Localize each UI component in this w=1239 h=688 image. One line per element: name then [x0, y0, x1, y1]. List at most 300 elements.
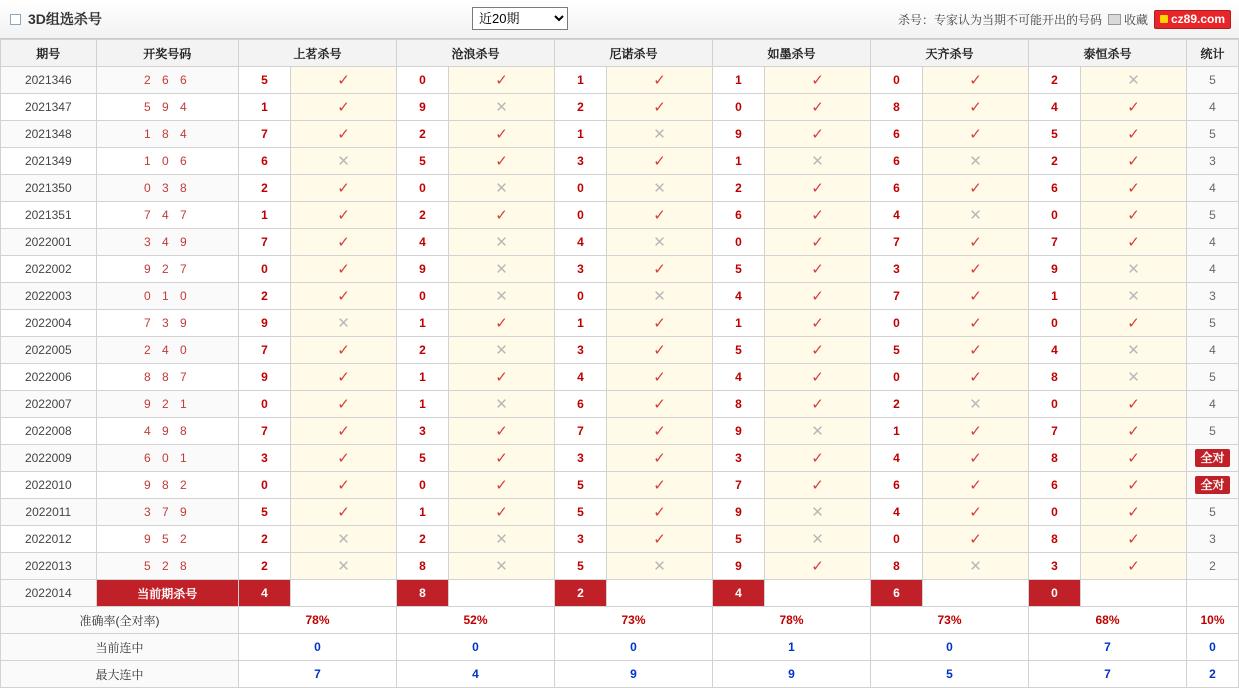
- cell-kill-number: 3: [713, 445, 765, 472]
- cell-kill-number: 8: [871, 94, 923, 121]
- table-row: [1, 310, 1239, 337]
- check-icon: ✓: [969, 71, 982, 89]
- header-row: [1, 40, 1239, 67]
- cell-result-mark: [290, 391, 396, 418]
- cross-icon: ✕: [811, 530, 824, 548]
- cross-icon: ✕: [969, 395, 982, 413]
- cell-result-mark: [448, 283, 554, 310]
- check-icon: ✓: [337, 449, 350, 467]
- cell-stat: 5: [1187, 202, 1239, 229]
- summary-stat: 2: [1187, 661, 1239, 688]
- cell-kill-number: 6: [871, 121, 923, 148]
- cell-result-mark: [290, 229, 396, 256]
- check-icon: ✓: [1127, 530, 1140, 548]
- check-icon: ✓: [1127, 476, 1140, 494]
- cell-result-mark: [290, 337, 396, 364]
- cell-kill-number: 5: [555, 472, 607, 499]
- cell-kill-number: 7: [239, 418, 291, 445]
- cell-result-mark: [1080, 121, 1186, 148]
- cell-kill-number: 2: [397, 526, 449, 553]
- cell-result-mark: [764, 418, 870, 445]
- cell-result-mark: [1080, 526, 1186, 553]
- cell-stat: 3: [1187, 148, 1239, 175]
- title-group: [0, 9, 340, 29]
- check-icon: ✓: [969, 179, 982, 197]
- check-icon: ✓: [653, 341, 666, 359]
- cell-result-mark: [1080, 310, 1186, 337]
- summary-label: 当前连中: [1, 634, 239, 661]
- summary-stat: 0: [1187, 634, 1239, 661]
- cell-kill-number: 9: [713, 121, 765, 148]
- cell-result-mark: [1080, 283, 1186, 310]
- cell-result-mark: [606, 229, 712, 256]
- cell-kill-number: 5: [239, 67, 291, 94]
- cell-kill-number: 2: [239, 175, 291, 202]
- cell-kill-number: 4: [555, 364, 607, 391]
- cell-current-blank: [290, 580, 396, 607]
- cell-kill-number: 9: [713, 499, 765, 526]
- cell-kill-number: 5: [1029, 121, 1081, 148]
- summary-value: 78%: [239, 607, 397, 634]
- cell-result-mark: [448, 526, 554, 553]
- cell-result-mark: [448, 202, 554, 229]
- cell-kill-number: 2: [397, 121, 449, 148]
- cell-result-mark: [1080, 229, 1186, 256]
- summary-value: 0: [555, 634, 713, 661]
- check-icon: ✓: [969, 341, 982, 359]
- col-expert-4: 如墨杀号: [713, 40, 871, 67]
- cell-kill-number: 1: [397, 391, 449, 418]
- cell-kill-number: 0: [1029, 499, 1081, 526]
- cell-kill-number: 2: [239, 553, 291, 580]
- check-icon: ✓: [495, 125, 508, 143]
- check-icon: ✓: [969, 449, 982, 467]
- cell-result-mark: [448, 418, 554, 445]
- cross-icon: ✕: [1127, 260, 1140, 278]
- cell-result-mark: [764, 337, 870, 364]
- cell-result-mark: [922, 418, 1028, 445]
- cell-kill-number: 5: [397, 445, 449, 472]
- cell-stat: 5: [1187, 499, 1239, 526]
- cell-kill-number: 4: [871, 202, 923, 229]
- summary-value: 68%: [1029, 607, 1187, 634]
- check-icon: ✓: [495, 503, 508, 521]
- check-icon: ✓: [1127, 152, 1140, 170]
- cross-icon: ✕: [653, 557, 666, 575]
- status-badge: 全对: [1195, 476, 1229, 494]
- cell-result-mark: [764, 229, 870, 256]
- cell-kill-number: 3: [555, 148, 607, 175]
- cell-issue: 2022012: [1, 526, 97, 553]
- summary-value: 0: [871, 634, 1029, 661]
- table-row: [1, 283, 1239, 310]
- cell-result-mark: [448, 148, 554, 175]
- favorite-label: 收藏: [1123, 13, 1148, 27]
- cell-result-mark: [606, 310, 712, 337]
- check-icon: ✓: [653, 260, 666, 278]
- cell-stat: 3: [1187, 526, 1239, 553]
- cell-result-mark: [764, 94, 870, 121]
- cell-kill-number: 6: [239, 148, 291, 175]
- table-row: [1, 67, 1239, 94]
- top-bar: [0, 0, 1239, 39]
- cross-icon: ✕: [495, 287, 508, 305]
- cell-stat: 4: [1187, 94, 1239, 121]
- col-expert-1: 上茗杀号: [239, 40, 397, 67]
- cell-kill-number: 0: [555, 202, 607, 229]
- cell-stat: 4: [1187, 175, 1239, 202]
- cell-kill-number: 6: [1029, 175, 1081, 202]
- check-icon: ✓: [969, 98, 982, 116]
- cell-current-blank: [922, 580, 1028, 607]
- cell-issue: 2022005: [1, 337, 97, 364]
- cell-result-mark: [290, 526, 396, 553]
- cell-current-kill-number: 0: [1029, 580, 1081, 607]
- cell-result-mark: [1080, 256, 1186, 283]
- cell-kill-number: 7: [1029, 229, 1081, 256]
- cell-result-mark: [290, 283, 396, 310]
- check-icon: ✓: [337, 179, 350, 197]
- cell-result-mark: [1080, 337, 1186, 364]
- cell-kill-number: 8: [1029, 364, 1081, 391]
- cell-kill-number: 7: [239, 121, 291, 148]
- check-icon: ✓: [653, 152, 666, 170]
- cell-result-mark: [290, 499, 396, 526]
- cell-current-blank: [764, 580, 870, 607]
- cell-issue: 2021346: [1, 67, 97, 94]
- page-title: 3D组选杀号: [28, 11, 102, 27]
- cell-kill-number: 1: [555, 121, 607, 148]
- cell-kill-number: 1: [713, 148, 765, 175]
- table-row: [1, 121, 1239, 148]
- check-icon: ✓: [969, 422, 982, 440]
- cell-result-mark: [1080, 202, 1186, 229]
- cell-kill-number: 3: [555, 526, 607, 553]
- cell-open-number: 9 2 7: [96, 256, 238, 283]
- check-icon: ✓: [1127, 314, 1140, 332]
- cell-kill-number: 5: [713, 526, 765, 553]
- cell-result-mark: [1080, 553, 1186, 580]
- cell-kill-number: 1: [239, 94, 291, 121]
- check-icon: ✓: [811, 179, 824, 197]
- cell-kill-number: 3: [239, 445, 291, 472]
- cell-kill-number: 0: [871, 310, 923, 337]
- check-icon: ✓: [811, 314, 824, 332]
- check-icon: ✓: [811, 557, 824, 575]
- col-expert-2: 沧浪杀号: [397, 40, 555, 67]
- check-icon: ✓: [1127, 233, 1140, 251]
- cell-kill-number: 2: [871, 391, 923, 418]
- cell-kill-number: 7: [239, 337, 291, 364]
- cell-kill-number: 2: [555, 94, 607, 121]
- summary-value: 9: [555, 661, 713, 688]
- check-icon: ✓: [495, 206, 508, 224]
- cell-kill-number: 0: [397, 472, 449, 499]
- cell-stat: 5: [1187, 67, 1239, 94]
- check-icon: ✓: [1127, 449, 1140, 467]
- cell-issue: 2021351: [1, 202, 97, 229]
- cell-result-mark: [1080, 364, 1186, 391]
- cross-icon: ✕: [969, 557, 982, 575]
- cell-kill-number: 4: [871, 445, 923, 472]
- cell-kill-number: 6: [871, 472, 923, 499]
- cell-kill-number: 3: [555, 337, 607, 364]
- col-open: 开奖号码: [96, 40, 238, 67]
- table-row: [1, 526, 1239, 553]
- check-icon: ✓: [337, 368, 350, 386]
- summary-stat: 10%: [1187, 607, 1239, 634]
- cross-icon: ✕: [337, 530, 350, 548]
- cell-result-mark: [922, 229, 1028, 256]
- table-row: [1, 229, 1239, 256]
- cell-result-mark: [764, 553, 870, 580]
- cell-result-mark: [922, 337, 1028, 364]
- check-icon: ✓: [811, 206, 824, 224]
- summary-value: 9: [713, 661, 871, 688]
- cell-kill-number: 0: [713, 229, 765, 256]
- cell-issue: 2022004: [1, 310, 97, 337]
- cross-icon: ✕: [337, 314, 350, 332]
- cell-result-mark: [1080, 67, 1186, 94]
- cell-issue: 2021349: [1, 148, 97, 175]
- table-row: [1, 472, 1239, 499]
- cell-stat: 4: [1187, 256, 1239, 283]
- cell-issue: 2022006: [1, 364, 97, 391]
- cell-kill-number: 8: [713, 391, 765, 418]
- summary-label: 最大连中: [1, 661, 239, 688]
- cell-issue: 2022008: [1, 418, 97, 445]
- summary-value: 0: [239, 634, 397, 661]
- cell-kill-number: 7: [713, 472, 765, 499]
- cell-stat: 4: [1187, 391, 1239, 418]
- cell-current-kill-number: 4: [239, 580, 291, 607]
- cell-result-mark: [922, 67, 1028, 94]
- check-icon: ✓: [969, 260, 982, 278]
- cell-kill-number: 0: [555, 175, 607, 202]
- bullet-square-icon: [10, 14, 21, 25]
- col-expert-3: 尼诺杀号: [555, 40, 713, 67]
- cell-result-mark: [606, 472, 712, 499]
- cell-open-number: 3 7 9: [96, 499, 238, 526]
- cell-kill-number: 5: [555, 499, 607, 526]
- cell-result-mark: [764, 364, 870, 391]
- check-icon: ✓: [337, 71, 350, 89]
- cross-icon: ✕: [969, 152, 982, 170]
- cell-stat: 5: [1187, 121, 1239, 148]
- cell-result-mark: [606, 94, 712, 121]
- cross-icon: ✕: [653, 287, 666, 305]
- check-icon: ✓: [495, 152, 508, 170]
- kill-number-table: [0, 39, 1239, 688]
- table-row: [1, 499, 1239, 526]
- summary-value: 4: [397, 661, 555, 688]
- check-icon: ✓: [653, 98, 666, 116]
- cell-issue: 2021350: [1, 175, 97, 202]
- check-icon: ✓: [337, 395, 350, 413]
- logo-dot-icon: [1160, 15, 1168, 23]
- summary-value: 5: [871, 661, 1029, 688]
- check-icon: ✓: [337, 233, 350, 251]
- cell-kill-number: 6: [713, 202, 765, 229]
- summary-value: 52%: [397, 607, 555, 634]
- cell-kill-number: 6: [871, 175, 923, 202]
- period-select[interactable]: [472, 7, 568, 30]
- cell-kill-number: 0: [239, 472, 291, 499]
- cell-result-mark: [922, 526, 1028, 553]
- cell-kill-number: 1: [713, 67, 765, 94]
- cell-result-mark: [606, 175, 712, 202]
- check-icon: ✓: [811, 233, 824, 251]
- check-icon: ✓: [495, 449, 508, 467]
- cell-current-kill-number: 6: [871, 580, 923, 607]
- check-icon: ✓: [337, 125, 350, 143]
- check-icon: ✓: [337, 206, 350, 224]
- check-icon: ✓: [653, 422, 666, 440]
- site-logo[interactable]: [1154, 10, 1231, 29]
- cell-kill-number: 8: [1029, 445, 1081, 472]
- check-icon: ✓: [653, 71, 666, 89]
- cell-result-mark: [290, 310, 396, 337]
- check-icon: ✓: [337, 98, 350, 116]
- check-icon: ✓: [811, 449, 824, 467]
- check-icon: ✓: [337, 503, 350, 521]
- favorite-button[interactable]: [1108, 11, 1148, 28]
- cell-kill-number: 5: [713, 256, 765, 283]
- table-row: [1, 391, 1239, 418]
- cell-open-number: 7 4 7: [96, 202, 238, 229]
- cell-open-number: 1 8 4: [96, 121, 238, 148]
- cell-result-mark: [764, 310, 870, 337]
- col-expert-5: 天齐杀号: [871, 40, 1029, 67]
- cross-icon: ✕: [495, 233, 508, 251]
- cell-kill-number: 6: [871, 148, 923, 175]
- summary-value: 0: [397, 634, 555, 661]
- check-icon: ✓: [337, 341, 350, 359]
- cell-current-stat: [1187, 580, 1239, 607]
- table-row: [1, 364, 1239, 391]
- cross-icon: ✕: [1127, 287, 1140, 305]
- cross-icon: ✕: [337, 557, 350, 575]
- check-icon: ✓: [1127, 179, 1140, 197]
- cell-result-mark: [290, 121, 396, 148]
- cross-icon: ✕: [1127, 368, 1140, 386]
- cell-result-mark: [764, 67, 870, 94]
- check-icon: ✓: [811, 71, 824, 89]
- current-period-row: [1, 580, 1239, 607]
- cross-icon: ✕: [495, 179, 508, 197]
- cell-kill-number: 4: [1029, 94, 1081, 121]
- cell-kill-number: 7: [871, 283, 923, 310]
- cell-result-mark: [448, 553, 554, 580]
- cell-kill-number: 7: [555, 418, 607, 445]
- cell-kill-number: 8: [397, 553, 449, 580]
- check-icon: ✓: [811, 260, 824, 278]
- check-icon: ✓: [653, 206, 666, 224]
- check-icon: ✓: [653, 503, 666, 521]
- cross-icon: ✕: [653, 179, 666, 197]
- cross-icon: ✕: [495, 557, 508, 575]
- cell-result-mark: [1080, 418, 1186, 445]
- summary-value: 78%: [713, 607, 871, 634]
- summary-row: [1, 634, 1239, 661]
- check-icon: ✓: [495, 368, 508, 386]
- cell-result-mark: [290, 418, 396, 445]
- cell-result-mark: [922, 364, 1028, 391]
- cell-kill-number: 0: [397, 283, 449, 310]
- cell-result-mark: [764, 283, 870, 310]
- cell-kill-number: 0: [713, 94, 765, 121]
- cell-issue: 2022011: [1, 499, 97, 526]
- cell-kill-number: 1: [397, 364, 449, 391]
- cell-stat: 3: [1187, 283, 1239, 310]
- cross-icon: ✕: [495, 98, 508, 116]
- cell-current-kill-number: 2: [555, 580, 607, 607]
- check-icon: ✓: [811, 395, 824, 413]
- cell-kill-number: 9: [397, 94, 449, 121]
- cell-kill-number: 7: [871, 229, 923, 256]
- cell-issue: 2022013: [1, 553, 97, 580]
- cell-result-mark: [448, 256, 554, 283]
- table-row: [1, 202, 1239, 229]
- check-icon: ✓: [495, 422, 508, 440]
- cell-open-number: 0 3 8: [96, 175, 238, 202]
- check-icon: ✓: [811, 341, 824, 359]
- cell-open-number: 6 0 1: [96, 445, 238, 472]
- cell-result-mark: [764, 256, 870, 283]
- cell-kill-number: 1: [555, 67, 607, 94]
- check-icon: ✓: [1127, 422, 1140, 440]
- cell-result-mark: [448, 391, 554, 418]
- check-icon: ✓: [653, 476, 666, 494]
- cell-current-blank: [1080, 580, 1186, 607]
- cell-result-mark: [448, 337, 554, 364]
- cell-kill-number: 0: [397, 67, 449, 94]
- check-icon: ✓: [969, 503, 982, 521]
- cell-kill-number: 9: [239, 364, 291, 391]
- cell-current-blank: [606, 580, 712, 607]
- cell-result-mark: [922, 445, 1028, 472]
- check-icon: ✓: [811, 98, 824, 116]
- cell-kill-number: 0: [871, 67, 923, 94]
- period-select-wrap[interactable]: [472, 7, 568, 30]
- cell-open-number: 9 5 2: [96, 526, 238, 553]
- table-row: [1, 175, 1239, 202]
- cell-kill-number: 1: [713, 310, 765, 337]
- cell-issue: 2022010: [1, 472, 97, 499]
- header-right: [898, 10, 1231, 29]
- cell-result-mark: [922, 94, 1028, 121]
- cell-kill-number: 0: [1029, 310, 1081, 337]
- cell-result-mark: [290, 445, 396, 472]
- cell-kill-number: 1: [555, 310, 607, 337]
- cell-kill-number: 0: [1029, 391, 1081, 418]
- summary-value: 7: [1029, 634, 1187, 661]
- cell-kill-number: 1: [239, 202, 291, 229]
- cross-icon: ✕: [969, 206, 982, 224]
- cell-result-mark: [922, 310, 1028, 337]
- check-icon: ✓: [337, 422, 350, 440]
- check-icon: ✓: [653, 368, 666, 386]
- col-issue: 期号: [1, 40, 97, 67]
- cell-result-mark: [922, 553, 1028, 580]
- cell-kill-number: 1: [397, 499, 449, 526]
- cell-kill-number: 2: [239, 283, 291, 310]
- cell-stat: 5: [1187, 364, 1239, 391]
- cell-result-mark: [1080, 175, 1186, 202]
- cell-kill-number: 9: [397, 256, 449, 283]
- cell-result-mark: [606, 121, 712, 148]
- cell-result-mark: [290, 148, 396, 175]
